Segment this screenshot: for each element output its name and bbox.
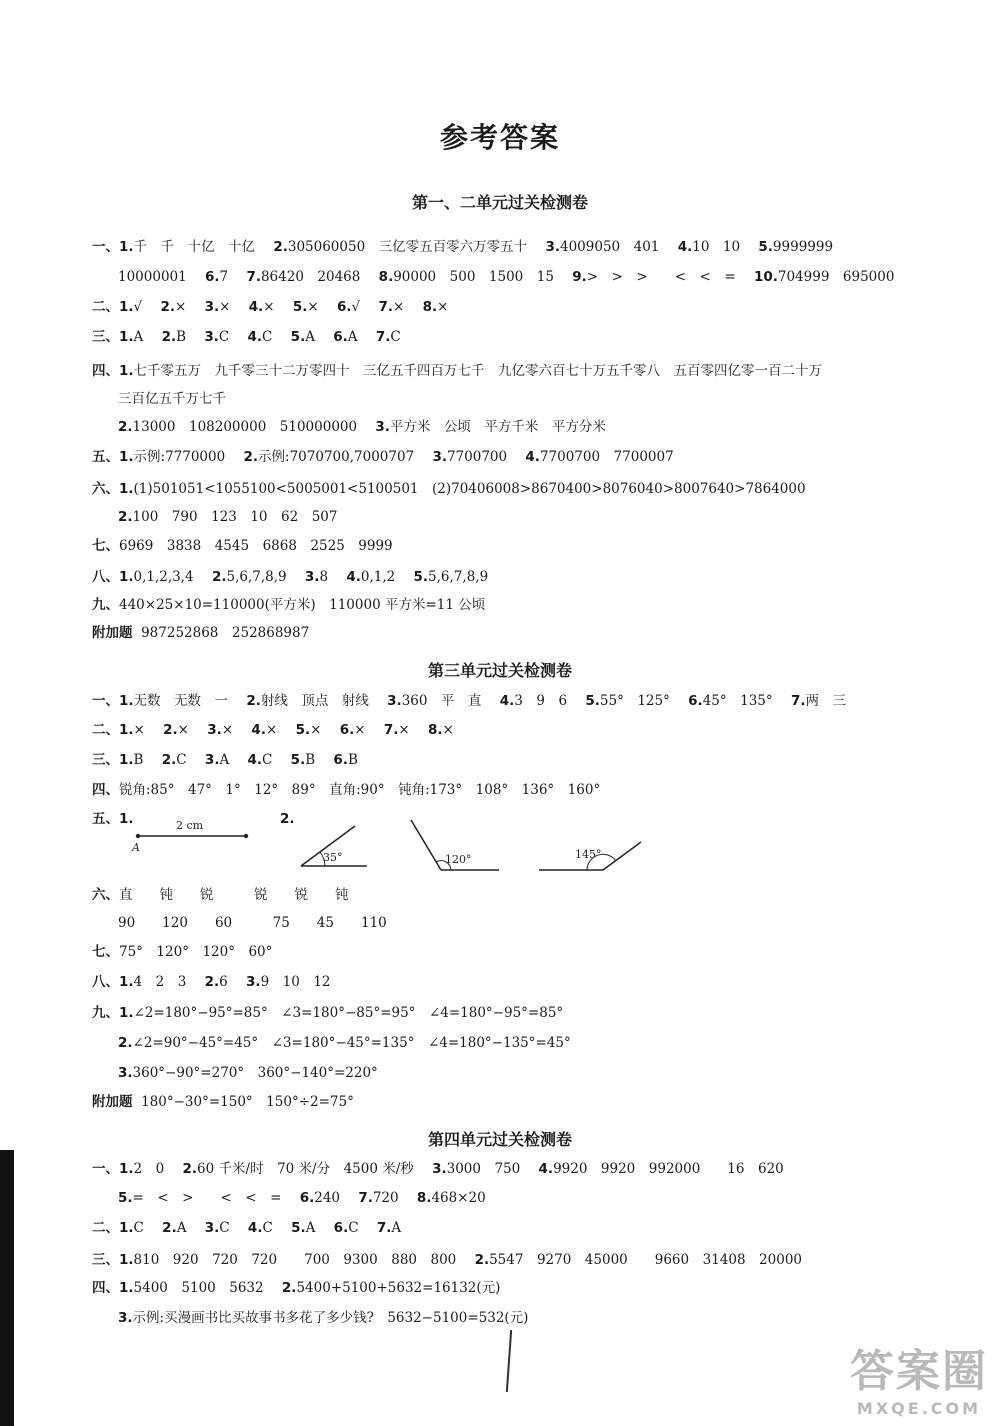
point-label: A	[132, 841, 140, 854]
answer-line: 二、1.× 2.× 3.× 4.× 5.× 6.× 7.× 8.×	[92, 722, 454, 738]
answer-line: 四、锐角:85° 47° 1° 12° 89° 直角:90° 钝角:173° 108° 136° 160°	[92, 782, 601, 798]
angle-label: 145°	[575, 848, 602, 861]
answer-line: 90 120 60 75 45 110	[118, 915, 387, 931]
answer-line: 一、1.2 0 2.60 千米/时 70 米/分 4500 米/秒 3.3000 750 4.9920 9920 992000 16 620	[92, 1161, 784, 1177]
answer-line: 三、1.B 2.C 3.A 4.C 5.B 6.B	[92, 752, 358, 768]
answer-line: 九、1.∠2=180°−95°=85° ∠3=180°−85°=95° ∠4=180°−95°=85°	[92, 1005, 564, 1021]
answer-line: 七、6969 3838 4545 6868 2525 9999	[92, 538, 393, 554]
answer-line: 五、1.示例:7770000 2.示例:7070700,7000707 3.7700700 4.7700700 7700007	[92, 449, 674, 465]
answer-line: 2.13000 108200000 510000000 3.平方米 公顷 平方千米 平方分米	[118, 419, 606, 435]
answer-line: 二、1.C 2.A 3.C 4.C 5.A 6.C 7.A	[92, 1220, 402, 1236]
answer-line: 三、1.810 920 720 720 700 9300 880 800 2.5547 9270 45000 9660 31408 20000	[92, 1252, 802, 1268]
answer-line: 七、75° 120° 120° 60°	[92, 944, 273, 960]
answer-line: 八、1.4 2 3 2.6 3.9 10 12	[92, 974, 331, 990]
answer-line: 5.= < > < < = 6.240 7.720 8.468×20	[118, 1190, 486, 1206]
angle-figure-145	[535, 836, 647, 876]
answer-line: 六、直 钝 锐 锐 锐 钝	[92, 887, 349, 903]
section-title-unit-4: 第四单元过关检测卷	[427, 1130, 572, 1149]
angle-label: 120°	[445, 853, 472, 866]
angle-label: 35°	[323, 851, 343, 864]
answer-line: 一、1.无数 无数 一 2.射线 顶点 射线 3.360 平 直 4.3 9 6 5.55° 125° 6.45° 135° 7.两 三	[92, 693, 846, 709]
answer-line: 四、1.5400 5100 5632 2.5400+5100+5632=16132(元)	[92, 1280, 501, 1296]
scan-edge-shadow	[0, 1150, 14, 1426]
answer-line: 附加题 180°−30°=150° 150°÷2=75°	[92, 1094, 354, 1110]
answer-line: 2.∠2=90°−45°=45° ∠3=180°−45°=135° ∠4=180°−135°=45°	[118, 1035, 571, 1051]
answer-line: 2.100 790 123 10 62 507	[118, 509, 338, 525]
answer-line: 3.示例:买漫画书比买故事书多花了多少钱? 5632−5100=532(元)	[118, 1310, 529, 1326]
answer-line: 附加题 987252868 252868987	[92, 625, 310, 641]
question-number: 2.	[280, 811, 295, 827]
pen-mark	[506, 1330, 512, 1392]
section-title-unit-3: 第三单元过关检测卷	[427, 661, 572, 680]
answer-line: 五、1.	[92, 811, 134, 827]
answer-line: 二、1.√ 2.× 3.× 4.× 5.× 6.√ 7.× 8.×	[92, 299, 449, 315]
answer-line: 三百亿五千万七千	[118, 391, 226, 407]
segment-length-label: 2 cm	[176, 819, 204, 832]
answer-line: 三、1.A 2.B 3.C 4.C 5.A 6.A 7.C	[92, 329, 401, 345]
answer-line: 九、440×25×10=110000(平方米) 110000 平方米=11 公顷	[92, 597, 486, 613]
angle-figure-120	[405, 816, 505, 874]
answer-line: 六、1.(1)501051<1055100<5005001<5100501 (2)70406008>8670400>8076040>8007640>7864000	[92, 481, 806, 497]
line-segment-figure	[128, 814, 258, 854]
answer-line: 一、1.千 千 十亿 十亿 2.305060050 三亿零五百零六万零五十 3.4009050 401 4.10 10 5.9999999	[92, 239, 834, 255]
answer-line: 3.360°−90°=270° 360°−140°=220°	[118, 1065, 378, 1081]
page-title: 参考答案	[439, 121, 560, 154]
answer-line: 四、1.七千零五万 九千零三十二万零四十 三亿五千四百万七千 九亿零六百七十万五千零八 五百零四亿零一百二十万	[92, 363, 823, 379]
angle-figure-35	[295, 822, 375, 872]
section-title-unit-1-2: 第一、二单元过关检测卷	[411, 193, 588, 212]
answer-line: 10000001 6.7 7.86420 20468 8.90000 500 1500 15 9.> > > < < = 10.704999 695000	[118, 269, 895, 285]
watermark-logo: 答案圈 MXQE.COM	[850, 1346, 988, 1418]
answer-line: 八、1.0,1,2,3,4 2.5,6,7,8,9 3.8 4.0,1,2 5.5,6,7,8,9	[92, 569, 489, 585]
